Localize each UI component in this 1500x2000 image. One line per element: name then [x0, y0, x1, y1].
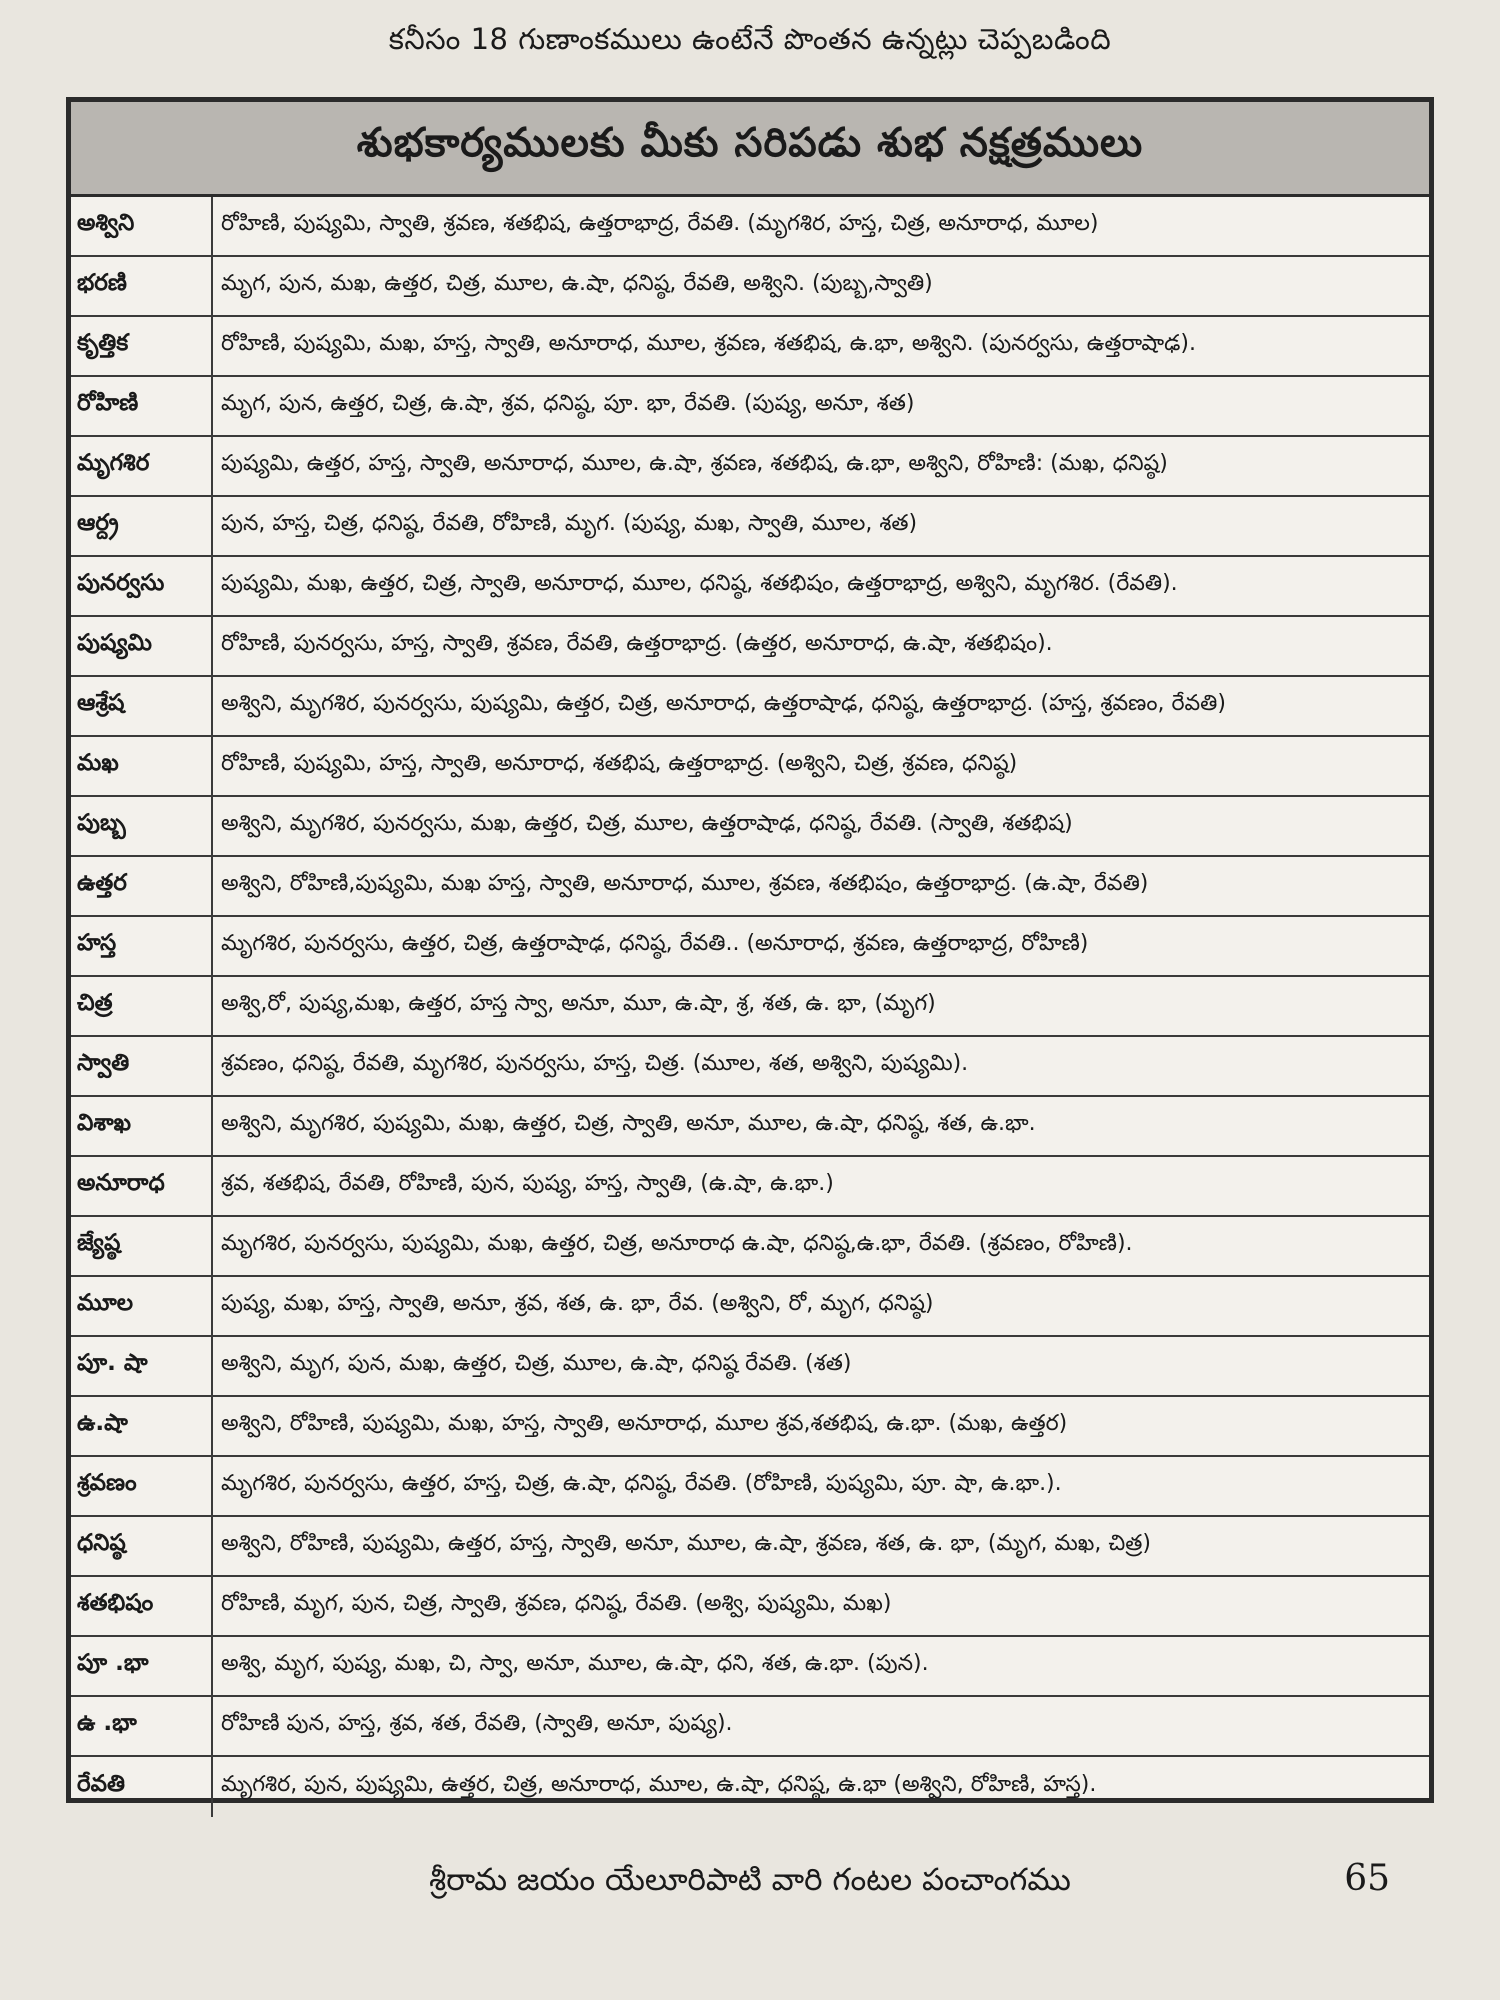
row-nakshatra-name: ఉ .భా	[71, 1697, 213, 1755]
table-row	[71, 1037, 1429, 1097]
row-nakshatra-name: మృగశిర	[71, 437, 213, 495]
row-nakshatra-name: మూల	[71, 1277, 213, 1335]
row-compatible-list: అశ్వి,రో, పుష్య,మఖ, ఉత్తర, హస్త స్వా, అనూ, మూ, ఉ.షా, శ్ర, శత, ఉ. భా, (మృగ)	[221, 991, 936, 1016]
table-row	[71, 1097, 1429, 1157]
row-nakshatra-name: శ్రవణం	[71, 1457, 213, 1515]
row-nakshatra-name: పుష్యమి	[71, 617, 213, 675]
row-compatible-list: శ్రవ, శతభిష, రేవతి, రోహిణి, పున, పుష్య, హస్త, స్వాతి, (ఉ.షా, ఉ.భా.)	[221, 1171, 834, 1196]
row-nakshatra-name: ఉత్తర	[71, 857, 213, 915]
row-compatible-list: పుష్య, మఖ, హస్త, స్వాతి, అనూ, శ్రవ, శత, ఉ. భా, రేవ. (అశ్విని, రో, మృగ, ధనిష్ఠ)	[221, 1291, 934, 1316]
table-row	[71, 677, 1429, 737]
table-row	[71, 197, 1429, 257]
row-compatible-list: అశ్విని, మృగశిర, పుష్యమి, మఖ, ఉత్తర, చిత్ర, స్వాతి, అనూ, మూల, ఉ.షా, ధనిష్ఠ, శత, ఉ.భా.	[221, 1111, 1036, 1136]
row-nakshatra-name: ఉ.షా	[71, 1397, 213, 1455]
row-compatible-list: రోహిణి, పుష్యమి, మఖ, హస్త, స్వాతి, అనూరాధ, మూల, శ్రవణ, శతభిష, ఉ.భా, అశ్విని. (పునర్వసు, ఉత్తరాషాఢ).	[221, 331, 1196, 356]
table-row	[71, 1517, 1429, 1577]
row-compatible-list: పున, హస్త, చిత్ర, ధనిష్ఠ, రేవతి, రోహిణి, మృగ. (పుష్య, మఖ, స్వాతి, మూల, శత)	[221, 511, 918, 536]
table-row	[71, 497, 1429, 557]
table-row	[71, 617, 1429, 677]
row-compatible-list: అశ్విని, రోహిణి, పుష్యమి, మఖ, హస్త, స్వాతి, అనూరాధ, మూల శ్రవ,శతభిష, ఉ.భా. (మఖ, ఉత్తర)	[221, 1411, 1068, 1436]
row-compatible-list: మృగశిర, పునర్వసు, ఉత్తర, హస్త, చిత్ర, ఉ.షా, ధనిష్ఠ, రేవతి. (రోహిణి, పుష్యమి, పూ. షా, ఉ.భా.).	[221, 1471, 1062, 1496]
row-nakshatra-name: ధనిష్ఠ	[71, 1517, 213, 1575]
row-nakshatra-name: భరణి	[71, 257, 213, 315]
table-row	[71, 917, 1429, 977]
row-compatible-list: మృగ, పున, ఉత్తర, చిత్ర, ఉ.షా, శ్రవ, ధనిష్ఠ, పూ. భా, రేవతి. (పుష్య, అనూ, శత)	[221, 391, 915, 416]
page-number: 65	[1344, 1858, 1390, 1899]
table-row	[71, 797, 1429, 857]
table-row	[71, 1757, 1429, 1817]
footer-title: శ్రీరామ జయం యేలూరిపాటి వారి గంటల పంచాంగము	[429, 1862, 1071, 1898]
table-row	[71, 1397, 1429, 1457]
row-compatible-list: రోహిణి, పుష్యమి, హస్త, స్వాతి, అనూరాధ, శతభిష, ఉత్తరాభాద్ర. (అశ్విని, చిత్ర, శ్రవణ, ధనిష్ఠ)	[221, 751, 1018, 776]
row-compatible-list: అశ్విని, రోహిణి,పుష్యమి, మఖ హస్త, స్వాతి, అనూరాధ, మూల, శ్రవణ, శతభిషం, ఉత్తరాభాద్ర. (ఉ.షా, రేవతి)	[221, 871, 1149, 896]
row-nakshatra-name: శతభిషం	[71, 1577, 213, 1635]
row-nakshatra-name: పుబ్బ	[71, 797, 213, 855]
row-compatible-list: మృగ, పున, మఖ, ఉత్తర, చిత్ర, మూల, ఉ.షా, ధనిష్ఠ, రేవతి, అశ్విని. (పుబ్బ,స్వాతి)	[221, 271, 933, 296]
row-compatible-list: మృగశిర, పునర్వసు, ఉత్తర, చిత్ర, ఉత్తరాషాఢ, ధనిష్ఠ, రేవతి.. (అనూరాధ, శ్రవణ, ఉత్తరాభాద్ర, రోహిణి)	[221, 931, 1089, 956]
row-compatible-list: అశ్విని, మృగశిర, పునర్వసు, మఖ, ఉత్తర, చిత్ర, మూల, ఉత్తరాషాఢ, ధనిష్ఠ, రేవతి. (స్వాతి, శతభిష)	[221, 811, 1073, 836]
row-compatible-list: రోహిణి, పుష్యమి, స్వాతి, శ్రవణ, శతభిష, ఉత్తరాభాద్ర, రేవతి. (మృగశిర, హస్త, చిత్ర, అనూరాధ, మూల)	[221, 211, 1099, 236]
row-nakshatra-name: కృత్తిక	[71, 317, 213, 375]
row-nakshatra-name: రేవతి	[71, 1757, 213, 1817]
row-compatible-list: రోహిణి, మృగ, పున, చిత్ర, స్వాతి, శ్రవణ, ధనిష్ఠ, రేవతి. (అశ్వి, పుష్యమి, మఖ)	[221, 1591, 892, 1616]
row-nakshatra-name: రోహిణి	[71, 377, 213, 435]
table-row	[71, 377, 1429, 437]
table-title: శుభకార్యములకు మీకు సరిపడు శుభ నక్షత్రములు	[71, 102, 1429, 197]
row-compatible-list: అశ్విని, మృగశిర, పునర్వసు, పుష్యమి, ఉత్తర, చిత్ర, అనూరాధ, ఉత్తరాషాఢ, ధనిష్ఠ, ఉత్తరాభాద్ర. (హస్త, శ్రవణం, రేవతి)	[221, 691, 1226, 716]
row-compatible-list: పుష్యమి, మఖ, ఉత్తర, చిత్ర, స్వాతి, అనూరాధ, మూల, ధనిష్ఠ, శతభిషం, ఉత్తరాభాద్ర, అశ్విని, మృగశిర. (రేవతి).	[221, 571, 1178, 596]
page-header: కనీసం 18 గుణాంకములు ఉంటేనే పొంతన ఉన్నట్లు చెప్పబడింది	[388, 22, 1112, 56]
table-row	[71, 857, 1429, 917]
table-row	[71, 557, 1429, 617]
row-nakshatra-name: పూ .భా	[71, 1637, 213, 1695]
row-nakshatra-name: అశ్విని	[71, 197, 213, 255]
row-nakshatra-name: విశాఖ	[71, 1097, 213, 1155]
nakshatra-table	[66, 97, 1434, 1803]
table-row	[71, 1217, 1429, 1277]
page-footer	[0, 1858, 1500, 1908]
row-nakshatra-name: జ్యేష్ఠ	[71, 1217, 213, 1275]
table-row	[71, 977, 1429, 1037]
table-row	[71, 317, 1429, 377]
row-nakshatra-name: పూ. షా	[71, 1337, 213, 1395]
row-nakshatra-name: హస్త	[71, 917, 213, 975]
row-compatible-list: రోహిణి, పునర్వసు, హస్త, స్వాతి, శ్రవణ, రేవతి, ఉత్తరాభాద్ర. (ఉత్తర, అనూరాధ, ఉ.షా, శతభిషం).	[221, 631, 1053, 656]
table-row	[71, 1457, 1429, 1517]
table-body	[71, 197, 1429, 1817]
row-nakshatra-name: మఖ	[71, 737, 213, 795]
row-compatible-list: రోహిణి పున, హస్త, శ్రవ, శత, రేవతి, (స్వాతి, అనూ, పుష్య).	[221, 1711, 733, 1736]
row-compatible-list: మృగశిర, పునర్వసు, పుష్యమి, మఖ, ఉత్తర, చిత్ర, అనూరాధ ఉ.షా, ధనిష్ఠ,ఉ.భా, రేవతి. (శ్రవణం, రోహిణి).	[221, 1231, 1133, 1256]
table-row	[71, 1277, 1429, 1337]
row-nakshatra-name: చిత్ర	[71, 977, 213, 1035]
table-row	[71, 1697, 1429, 1757]
row-nakshatra-name: స్వాతి	[71, 1037, 213, 1095]
table-row	[71, 1577, 1429, 1637]
table-row	[71, 737, 1429, 797]
row-compatible-list: అశ్విని, రోహిణి, పుష్యమి, ఉత్తర, హస్త, స్వాతి, అనూ, మూల, ఉ.షా, శ్రవణ, శత, ఉ. భా, (మృగ, మఖ, చిత్ర)	[221, 1531, 1151, 1556]
table-row	[71, 437, 1429, 497]
row-nakshatra-name: అనూరాధ	[71, 1157, 213, 1215]
row-compatible-list: అశ్వి, మృగ, పుష్య, మఖ, చి, స్వా, అనూ, మూల, ఉ.షా, ధని, శత, ఉ.భా. (పున).	[221, 1651, 929, 1676]
row-compatible-list: పుష్యమి, ఉత్తర, హస్త, స్వాతి, అనూరాధ, మూల, ఉ.షా, శ్రవణ, శతభిష, ఉ.భా, అశ్విని, రోహిణి: (మఖ, ధనిష్ఠ)	[221, 451, 1168, 476]
row-nakshatra-name: ఆశ్రేష	[71, 677, 213, 735]
row-nakshatra-name: పునర్వసు	[71, 557, 213, 615]
row-compatible-list: శ్రవణం, ధనిష్ఠ, రేవతి, మృగశిర, పునర్వసు, హస్త, చిత్ర. (మూల, శత, అశ్విని, పుష్యమి).	[221, 1051, 969, 1076]
row-nakshatra-name: ఆర్ద్ర	[71, 497, 213, 555]
table-row	[71, 1157, 1429, 1217]
row-compatible-list: మృగశిర, పున, పుష్యమి, ఉత్తర, చిత్ర, అనూరాధ, మూల, ఉ.షా, ధనిష్ఠ, ఉ.భా (అశ్విని, రోహిణి, హస్త).	[221, 1772, 1097, 1797]
table-row	[71, 1337, 1429, 1397]
row-compatible-list: అశ్విని, మృగ, పున, మఖ, ఉత్తర, చిత్ర, మూల, ఉ.షా, ధనిష్ఠ రేవతి. (శత)	[221, 1351, 852, 1376]
table-row	[71, 257, 1429, 317]
table-row	[71, 1637, 1429, 1697]
